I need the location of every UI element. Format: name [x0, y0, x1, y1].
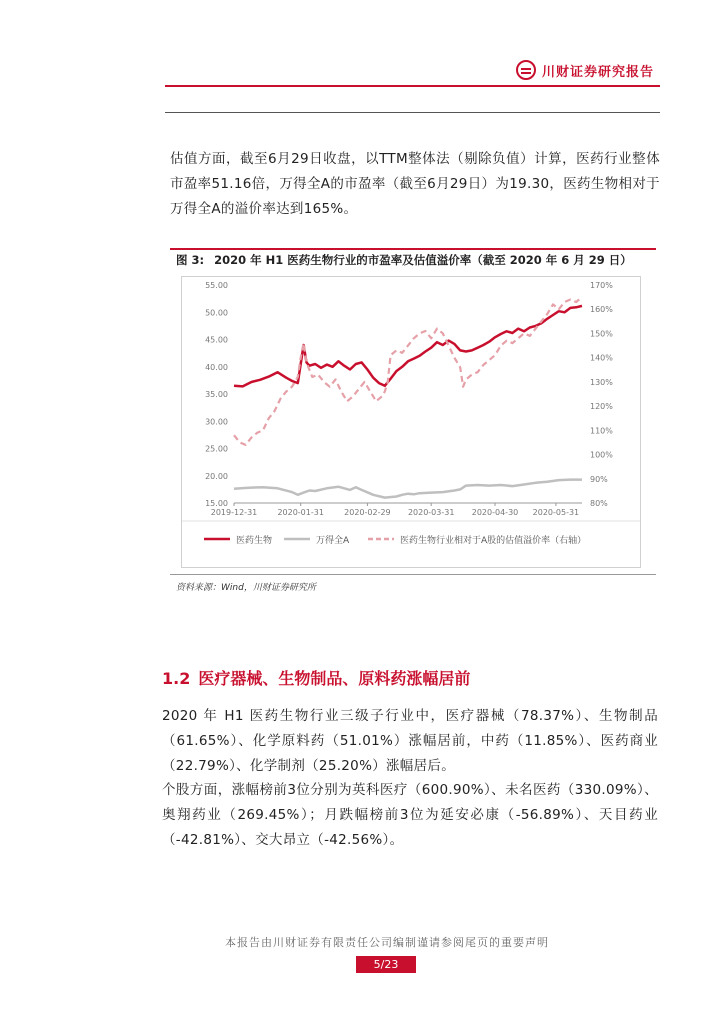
y-right-tick-label: 80%	[590, 499, 608, 508]
figure-3	[170, 248, 656, 575]
header-rule	[165, 85, 660, 87]
y-left-tick-label: 50.00	[205, 308, 228, 318]
y-left-tick-label: 25.00	[205, 444, 228, 454]
y-left-tick-label: 15.00	[205, 499, 228, 508]
legend-label: 医药生物	[236, 536, 273, 546]
x-tick-label: 2020-04-30	[471, 508, 519, 517]
valuation-paragraph: 估值方面，截至6月29日收盘，以TTM整体法（剔除负值）计算，医药行业整体市盈率51.16倍，万得全A的市盈率（截至6月29日）为19.30，医药生物相对于万得全A的溢价率达到165%。	[170, 151, 660, 217]
series-line-3	[234, 297, 582, 445]
x-tick-label: 2020-03-31	[407, 508, 455, 517]
figure-title	[176, 252, 632, 268]
y-right-tick-label: 140%	[590, 353, 613, 363]
pe-premium-chart	[182, 277, 640, 567]
y-left-tick-label: 40.00	[205, 362, 228, 372]
y-left-tick-label: 20.00	[205, 471, 228, 481]
page-number: 5/23	[356, 956, 416, 973]
y-left-tick-label: 55.00	[205, 281, 228, 290]
y-right-tick-label: 100%	[590, 450, 613, 460]
y-left-tick-label: 30.00	[205, 417, 228, 427]
x-tick-label: 2020-05-31	[532, 508, 580, 517]
figure-source: 资料来源：Wind，川财证券研究所	[176, 583, 316, 593]
y-right-tick-label: 150%	[590, 329, 613, 339]
brand-logo-icon	[516, 60, 536, 80]
x-tick-label: 2020-01-31	[277, 508, 324, 517]
legend-label: 医药生物行业相对于A股的估值溢价率（右轴）	[400, 536, 587, 546]
footer-disclaimer: 本报告由川财证券有限责任公司编制谨请参阅尾页的重要声明	[225, 936, 549, 949]
x-tick-label: 2019-12-31	[210, 508, 258, 517]
figure-caption: 2020 年 H1 医药生物行业的市盈率及估值溢价率（截至 2020 年 6 月 29 日）	[214, 253, 632, 267]
section-heading	[162, 666, 470, 689]
legend-label: 万得全A	[316, 536, 350, 546]
section-number: 1.2	[162, 669, 191, 688]
report-header	[516, 58, 660, 82]
brand-name: 川财证券研究报告	[542, 64, 655, 80]
y-right-tick-label: 170%	[590, 281, 613, 290]
y-right-tick-label: 120%	[590, 402, 613, 412]
chart-frame	[181, 276, 641, 568]
stocks-paragraph: 个股方面，涨幅榜前3位分别为英科医疗（600.90%）、未名医药（330.09%）、奥翔药业（269.45%）；月跌幅榜前3位为延安必康（-56.89%）、天目药业（-42.81%）、交大昂立（-42.56%）。	[162, 782, 658, 848]
subindustry-paragraph: 2020 年 H1 医药生物行业三级子行业中，医疗器械（78.37%）、生物制品（61.65%）、化学原料药（51.01%）涨幅居前，中药（11.85%）、医药商业（22.79%）、化学制剂（25.20%）涨幅居后。	[162, 708, 658, 774]
y-right-tick-label: 130%	[590, 377, 613, 387]
x-tick-label: 2020-02-29	[344, 508, 391, 517]
y-right-tick-label: 90%	[590, 474, 608, 484]
y-left-tick-label: 35.00	[205, 390, 228, 399]
sub-rule	[165, 112, 660, 113]
y-right-tick-label: 160%	[590, 305, 613, 315]
y-right-tick-label: 110%	[590, 426, 613, 436]
series-line-2	[234, 480, 582, 498]
figure-number: 图 3:	[176, 253, 205, 267]
y-left-tick-label: 45.00	[205, 335, 228, 345]
section-title: 医疗器械、生物制品、原料药涨幅居前	[198, 669, 471, 688]
